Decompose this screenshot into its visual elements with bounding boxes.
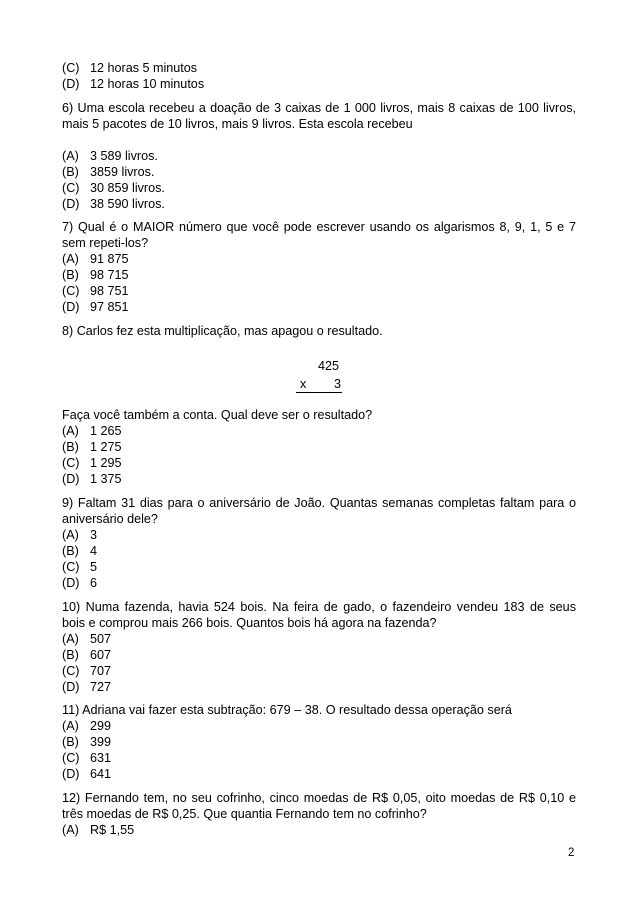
q7-option-c: (C) 98 751 bbox=[62, 284, 129, 298]
q10-option-c: (C) 707 bbox=[62, 664, 112, 678]
q11-option-d: (D) 641 bbox=[62, 767, 112, 781]
q10-option-a: (A) 507 bbox=[62, 632, 112, 646]
q11-option-b: (B) 399 bbox=[62, 735, 112, 749]
q6-stem-line2: mais 5 pacotes de 10 livros, mais 9 livros. Esta escola recebeu bbox=[62, 117, 413, 131]
q9-stem-line1: 9) Faltam 31 dias para o aniversário de João. Quantas semanas completas faltam para o bbox=[62, 496, 576, 510]
q8-result-rule bbox=[296, 392, 342, 393]
q9-stem-line2: aniversário dele? bbox=[62, 512, 158, 526]
q8-operator: x bbox=[300, 377, 307, 391]
q8-multiplicand: 425 bbox=[318, 359, 340, 373]
q7-option-b: (B) 98 715 bbox=[62, 268, 129, 282]
q12-stem-line1: 12) Fernando tem, no seu cofrinho, cinco moedas de R$ 0,05, oito moedas de R$ 0,10 e bbox=[62, 791, 576, 805]
q10-stem-line2: bois e comprou mais 266 bois. Quantos bois há agora na fazenda? bbox=[62, 616, 437, 630]
q10-option-d: (D) 727 bbox=[62, 680, 112, 694]
q7-option-d: (D) 97 851 bbox=[62, 300, 129, 314]
q6-option-d: (D) 38 590 livros. bbox=[62, 197, 165, 211]
q9-option-c: (C) 5 bbox=[62, 560, 98, 574]
q8-option-b: (B) 1 275 bbox=[62, 440, 122, 454]
q8-multiplier: 3 bbox=[334, 377, 342, 391]
q8-stem: 8) Carlos fez esta multiplicação, mas apagou o resultado. bbox=[62, 324, 383, 338]
q12-stem-line2: três moedas de R$ 0,25. Que quantia Fernando tem no cofrinho? bbox=[62, 807, 427, 821]
q9-option-b: (B) 4 bbox=[62, 544, 98, 558]
prev-option-d: (D) 12 horas 10 minutos bbox=[62, 77, 205, 91]
prev-option-c: (C) 12 horas 5 minutos bbox=[62, 61, 198, 75]
q7-stem-line1: 7) Qual é o MAIOR número que você pode escrever usando os algarismos 8, 9, 1, 5 e 7 bbox=[62, 220, 576, 234]
q8-option-a: (A) 1 265 bbox=[62, 424, 122, 438]
q6-option-c: (C) 30 859 livros. bbox=[62, 181, 165, 195]
q10-option-b: (B) 607 bbox=[62, 648, 112, 662]
q11-option-a: (A) 299 bbox=[62, 719, 112, 733]
q6-option-b: (B) 3859 livros. bbox=[62, 165, 155, 179]
q7-option-a: (A) 91 875 bbox=[62, 252, 129, 266]
q6-stem-line1: 6) Uma escola recebeu a doação de 3 caixas de 1 000 livros, mais 8 caixas de 100 livros, bbox=[62, 101, 576, 115]
q8-prompt: Faça você também a conta. Qual deve ser o resultado? bbox=[62, 408, 373, 422]
q9-option-d: (D) 6 bbox=[62, 576, 98, 590]
q8-option-c: (C) 1 295 bbox=[62, 456, 122, 470]
q11-stem: 11) Adriana vai fazer esta subtração: 679 – 38. O resultado dessa operação será bbox=[62, 703, 512, 717]
q7-stem-line2: sem repeti-los? bbox=[62, 236, 149, 250]
q12-option-a: (A) R$ 1,55 bbox=[62, 823, 135, 837]
q10-stem-line1: 10) Numa fazenda, havia 524 bois. Na feira de gado, o fazendeiro vendeu 183 de seus bbox=[62, 600, 576, 614]
q11-option-c: (C) 631 bbox=[62, 751, 112, 765]
q9-option-a: (A) 3 bbox=[62, 528, 98, 542]
page-number: 2 bbox=[568, 847, 575, 859]
q8-multiplier-row bbox=[298, 376, 342, 392]
q8-option-d: (D) 1 375 bbox=[62, 472, 122, 486]
q6-option-a: (A) 3 589 livros. bbox=[62, 149, 158, 163]
